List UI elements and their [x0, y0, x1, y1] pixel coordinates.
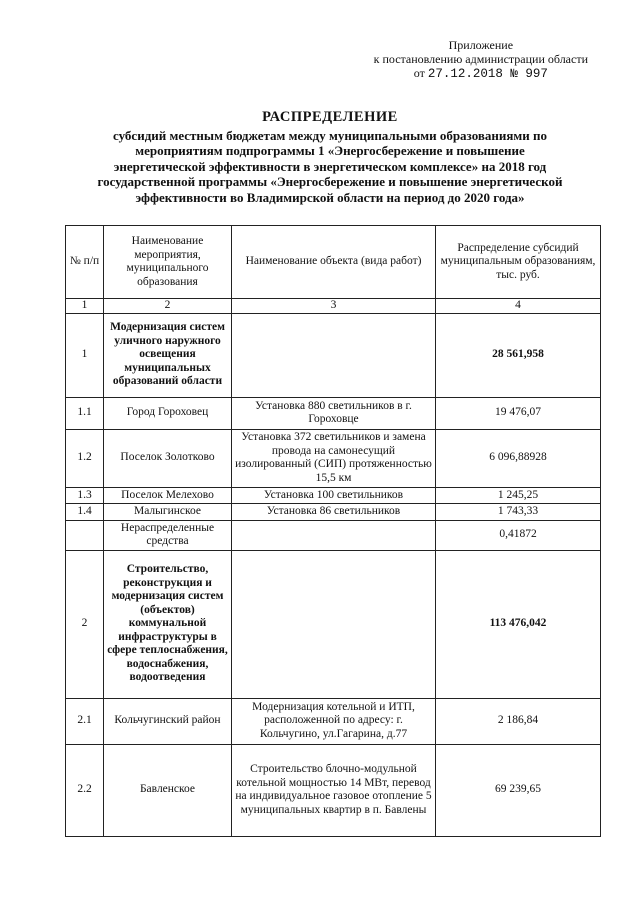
row-amount: 1 245,25	[436, 487, 601, 504]
column-number-row	[66, 299, 601, 314]
date-number: 27.12.2018 № 997	[427, 67, 548, 81]
row-name: Модернизация систем уличного наружного освещения муниципальных образований области	[104, 313, 232, 397]
row-object	[232, 313, 436, 397]
header-measure: Наименование мероприятия, муниципального образования	[104, 226, 232, 299]
header-amount: Распределение субсидий муниципальным образованиям, тыс. руб.	[436, 226, 601, 299]
document-title	[60, 110, 600, 205]
column-number: 4	[436, 299, 601, 314]
table-row	[66, 313, 601, 397]
table-row	[66, 698, 601, 744]
row-object: Строительство блочно-модульной котельной мощностью 14 МВт, перевод на индивидуальное газовое отопление 5 муниципальных квартир в п. Бавлены	[232, 744, 436, 836]
row-amount: 0,41872	[436, 520, 601, 550]
row-number: 1	[66, 313, 104, 397]
row-amount: 113 476,042	[436, 550, 601, 698]
row-name: Нераспределенные средства	[104, 520, 232, 550]
appendix-label: Приложение	[448, 38, 514, 52]
column-number: 1	[66, 299, 104, 314]
resolution-label: к постановлению администрации области	[373, 52, 588, 66]
row-name: Кольчугинский район	[104, 698, 232, 744]
title-line: субсидий местным бюджетам между муниципальными образованиями по	[113, 127, 547, 143]
table-row	[66, 550, 601, 698]
appendix-header	[374, 38, 588, 81]
row-object: Модернизация котельной и ИТП, расположенной по адресу: г. Кольчугино, ул.Гагарина, д.77	[232, 698, 436, 744]
row-number: 1.3	[66, 487, 104, 504]
row-object: Установка 100 светильников	[232, 487, 436, 504]
row-name: Малыгинское	[104, 504, 232, 521]
row-number: 1.1	[66, 397, 104, 429]
row-object: Установка 372 светильников и замена провода на самонесущий изолированный (СИП) протяженностью 15,5 км	[232, 429, 436, 487]
table-row	[66, 429, 601, 487]
row-number: 1.2	[66, 429, 104, 487]
date-prefix: от	[413, 66, 425, 80]
row-number: 1.4	[66, 504, 104, 521]
row-name: Город Гороховец	[104, 397, 232, 429]
row-amount: 6 096,88928	[436, 429, 601, 487]
row-name: Поселок Золотково	[104, 429, 232, 487]
row-object: Установка 86 светильников	[232, 504, 436, 521]
row-number	[66, 520, 104, 550]
row-object: Установка 880 светильников в г. Гороховце	[232, 397, 436, 429]
table-row	[66, 487, 601, 504]
column-number: 2	[104, 299, 232, 314]
table-row	[66, 504, 601, 521]
title-main: РАСПРЕДЕЛЕНИЕ	[262, 109, 398, 125]
column-number: 3	[232, 299, 436, 314]
header-number: № п/п	[66, 226, 104, 299]
header-object: Наименование объекта (вида работ)	[232, 226, 436, 299]
row-number: 2.2	[66, 744, 104, 836]
row-amount: 28 561,958	[436, 313, 601, 397]
row-name: Строительство, реконструкция и модернизация систем (объектов) коммунальной инфраструктуры в сфере теплоснабжения, водоснабжения, водоотведения	[104, 550, 232, 698]
title-line: энергетической эффективности в энергетическом комплексе» на 2018 год	[113, 158, 547, 174]
row-name: Бавленское	[104, 744, 232, 836]
row-number: 2	[66, 550, 104, 698]
row-object	[232, 520, 436, 550]
title-line: мероприятиям подпрограммы 1 «Энергосбережение и повышение	[135, 143, 525, 158]
row-object	[232, 550, 436, 698]
table-row	[66, 397, 601, 429]
row-name: Поселок Мелехово	[104, 487, 232, 504]
subsidy-table	[65, 225, 601, 837]
row-amount: 1 743,33	[436, 504, 601, 521]
row-number: 2.1	[66, 698, 104, 744]
table-header-row	[66, 226, 601, 299]
table-row	[66, 520, 601, 550]
resolution-date	[374, 66, 588, 81]
row-amount: 69 239,65	[436, 744, 601, 836]
row-amount: 2 186,84	[436, 698, 601, 744]
title-line: государственной программы «Энергосбережение и повышение энергетической	[97, 174, 563, 189]
row-amount: 19 476,07	[436, 397, 601, 429]
title-line: эффективности во Владимирской области на период до 2020 года»	[135, 189, 525, 205]
table-row	[66, 744, 601, 836]
